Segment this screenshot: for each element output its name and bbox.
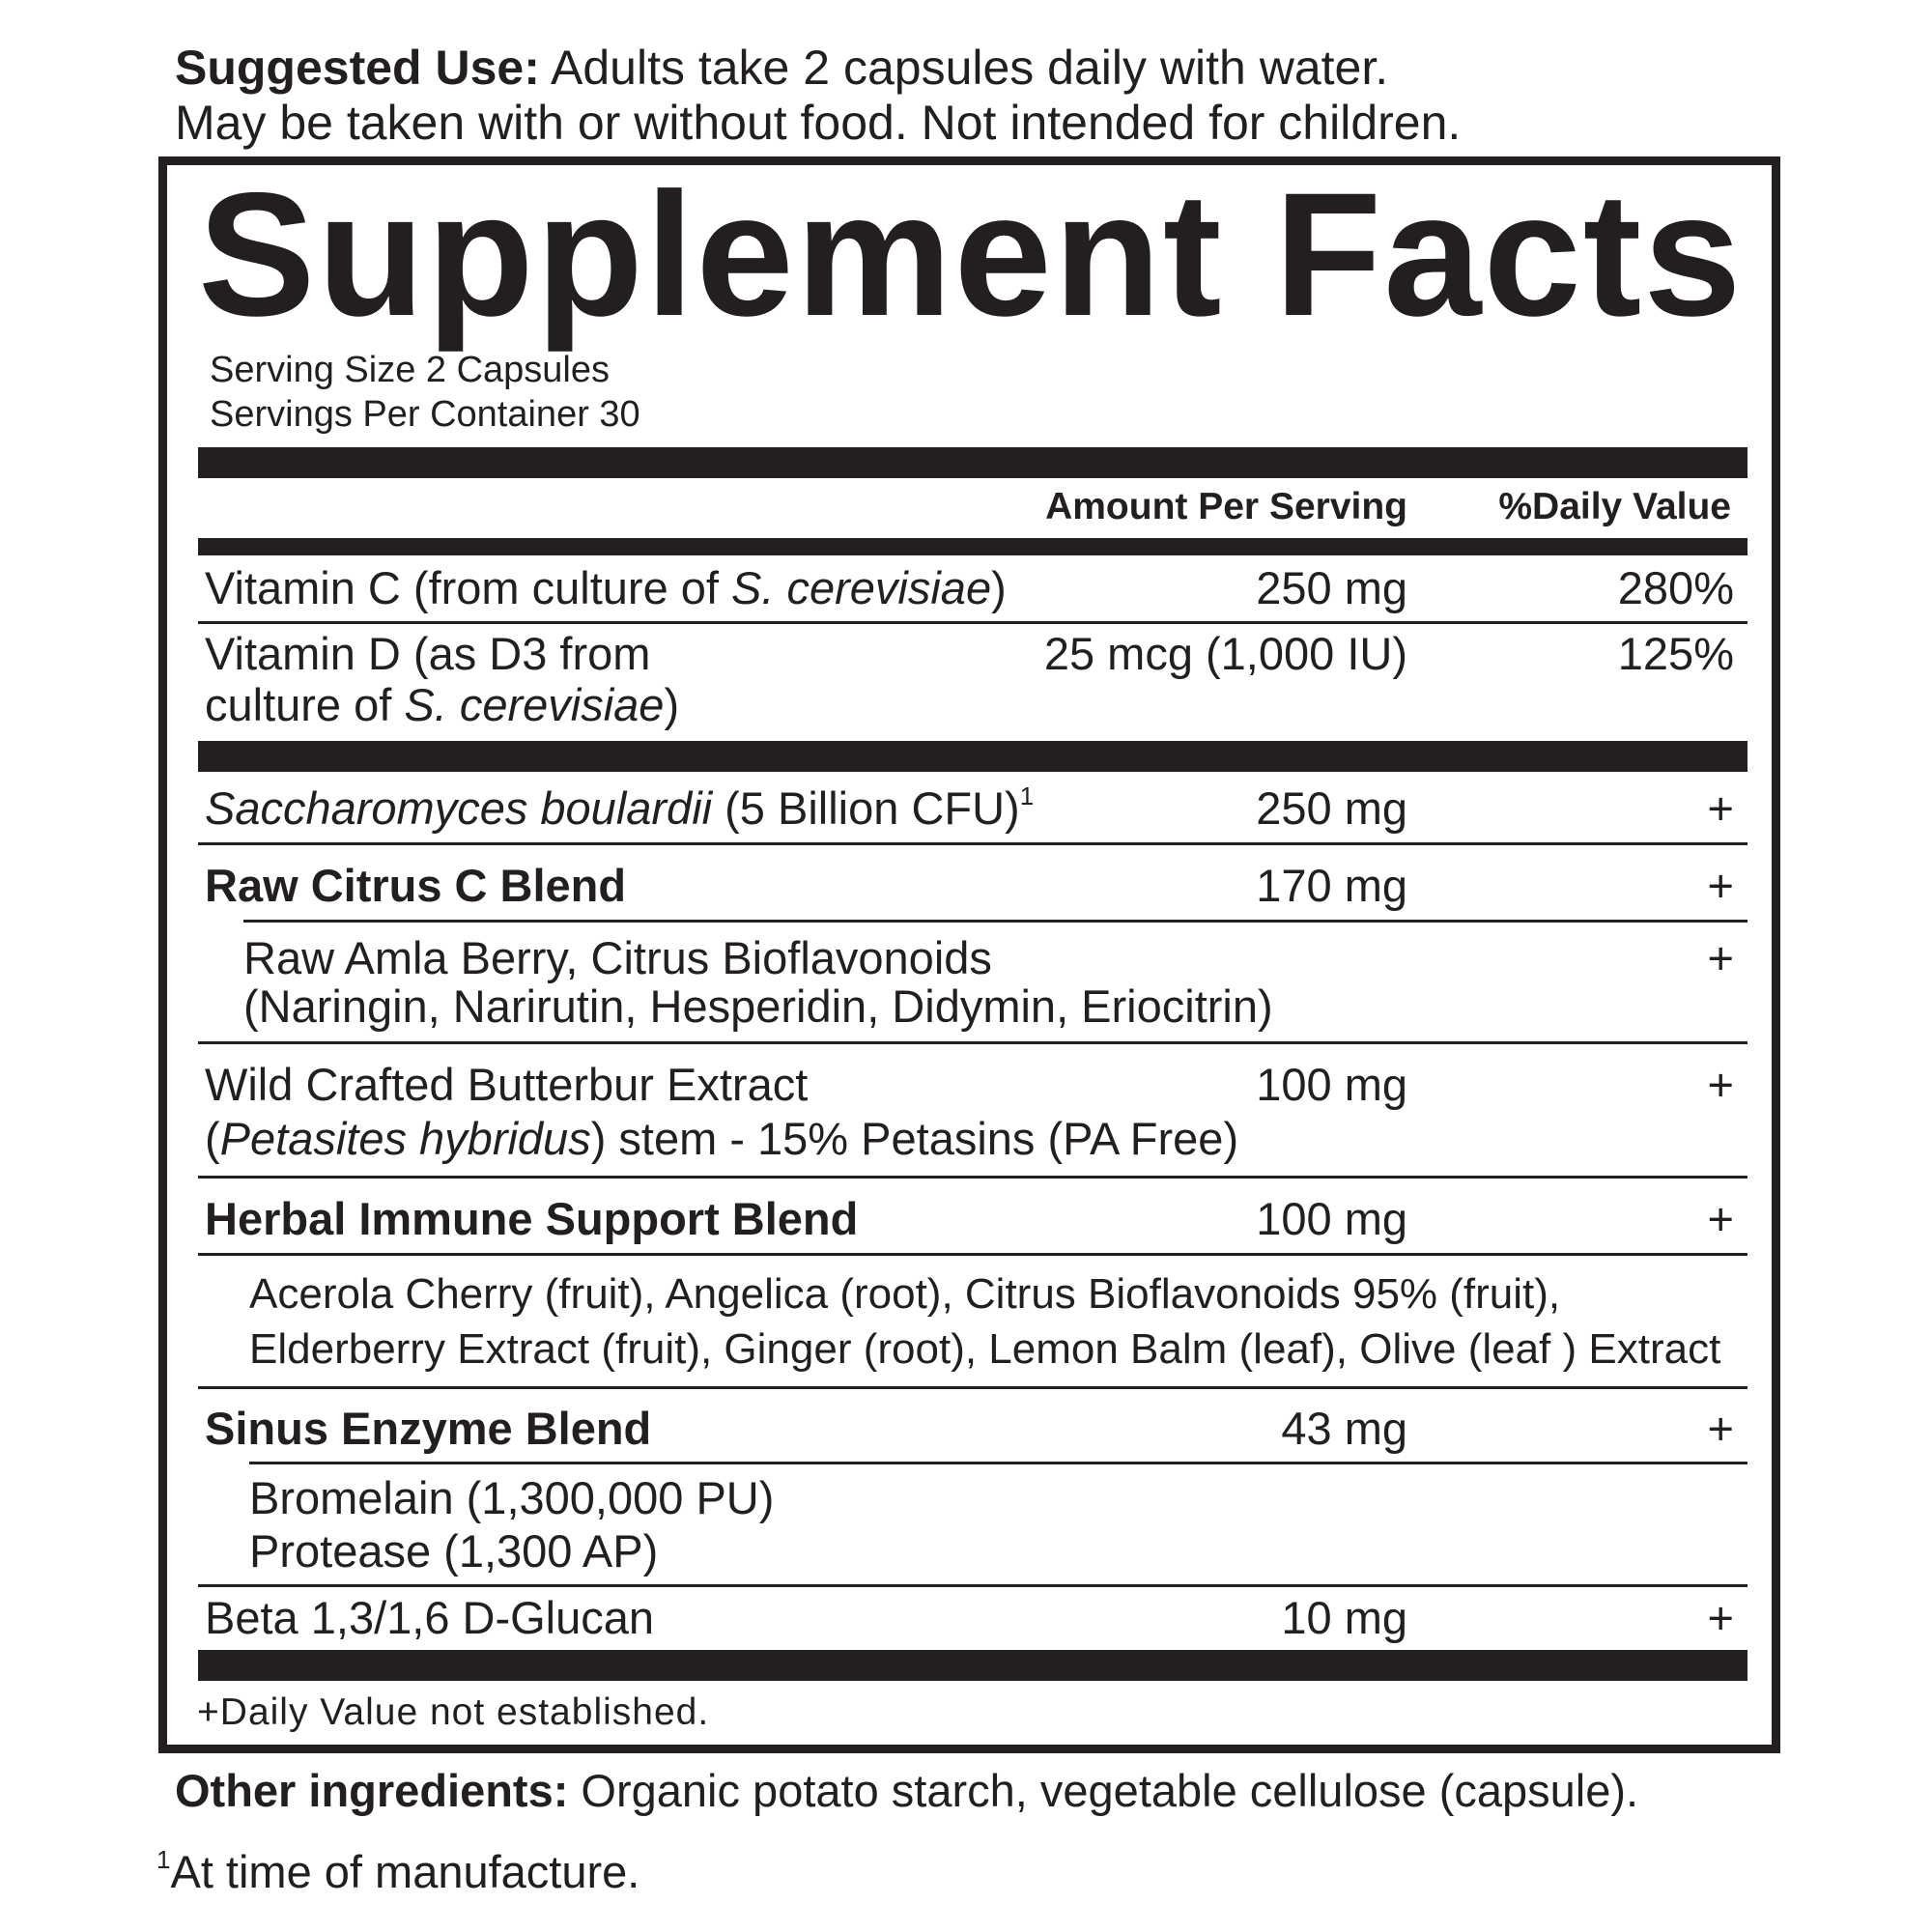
other-ingredients-text: Organic potato starch, vegetable cellulose (capsule). bbox=[568, 1765, 1639, 1816]
thick-divider bbox=[198, 741, 1747, 772]
nutrient-name-italic: S. cerevisiae bbox=[731, 562, 992, 613]
amount-sinus-enzyme: 43 mg bbox=[1281, 1403, 1407, 1454]
amount-beta-glucan: 10 mg bbox=[1281, 1592, 1407, 1643]
raw-citrus-ingredients-line1: Raw Amla Berry, Citrus Bioflavonoids bbox=[243, 932, 992, 983]
suggested-use bbox=[175, 41, 1461, 151]
dv-vitamin-d: 125% bbox=[1617, 628, 1734, 679]
herbal-ingredients-line2: Elderberry Extract (fruit), Ginger (root), Lemon Balm (leaf), Olive (leaf ) Extract bbox=[249, 1325, 1721, 1373]
medium-divider bbox=[198, 538, 1747, 555]
ingredient-saccharomyces bbox=[205, 781, 1035, 834]
amount-butterbur: 100 mg bbox=[1256, 1059, 1407, 1110]
amount-saccharomyces: 250 mg bbox=[1256, 782, 1407, 834]
amount-vitamin-d: 25 mcg (1,000 IU) bbox=[1043, 628, 1407, 679]
nutrient-name-end: ) bbox=[991, 562, 1007, 613]
ingredient-name: ( bbox=[205, 1113, 220, 1164]
row-divider bbox=[198, 842, 1747, 845]
row-divider bbox=[198, 1041, 1747, 1044]
suggested-use-line2: May be taken with or without food. Not intended for children. bbox=[175, 96, 1462, 150]
dv-herbal-immune-support: + bbox=[1707, 1193, 1734, 1244]
other-ingredients bbox=[175, 1765, 1639, 1816]
nutrient-vitamin-d-line1: Vitamin D (as D3 from bbox=[205, 628, 651, 679]
nutrient-name-end: ) bbox=[664, 679, 680, 730]
dv-raw-citrus-ingredients: + bbox=[1707, 932, 1734, 983]
blend-herbal-immune-support: Herbal Immune Support Blend bbox=[205, 1193, 859, 1244]
column-header-amount: Amount Per Serving bbox=[1045, 486, 1407, 527]
footnote-text: At time of manufacture. bbox=[170, 1846, 640, 1897]
footnote-marker: 1 bbox=[1019, 781, 1035, 810]
serving-size: Serving Size 2 Capsules bbox=[210, 350, 610, 390]
thick-divider bbox=[198, 447, 1747, 478]
nutrient-name-italic: S. cerevisiae bbox=[404, 679, 665, 730]
amount-vitamin-c: 250 mg bbox=[1256, 562, 1407, 613]
ingredient-name-italic: Saccharomyces boulardii bbox=[205, 782, 713, 834]
row-divider bbox=[249, 1462, 1747, 1464]
nutrient-vitamin-d-line2 bbox=[205, 679, 680, 730]
other-ingredients-label: Other ingredients: bbox=[175, 1765, 569, 1816]
blend-raw-citrus-c: Raw Citrus C Blend bbox=[205, 860, 627, 911]
ingredient-name-italic: Petasites hybridus bbox=[219, 1113, 591, 1164]
nutrient-vitamin-c bbox=[205, 562, 1007, 613]
row-divider bbox=[198, 1253, 1747, 1256]
ingredient-name-end: ) stem - 15% Petasins (PA Free) bbox=[590, 1113, 1239, 1164]
herbal-ingredients-line1: Acerola Cherry (fruit), Angelica (root), Citrus Bioflavonoids 95% (fruit), bbox=[249, 1270, 1561, 1318]
sinus-ingredients-line2: Protease (1,300 AP) bbox=[249, 1525, 659, 1577]
row-divider bbox=[198, 1176, 1747, 1179]
manufacture-footnote bbox=[156, 1845, 640, 1897]
suggested-use-line1: Adults take 2 capsules daily with water. bbox=[551, 41, 1389, 95]
row-divider bbox=[198, 1386, 1747, 1389]
servings-per-container: Servings Per Container 30 bbox=[210, 394, 640, 435]
sinus-ingredients-line1: Bromelain (1,300,000 PU) bbox=[249, 1472, 775, 1523]
daily-value-footnote: +Daily Value not established. bbox=[197, 1691, 710, 1733]
raw-citrus-ingredients-line2: (Naringin, Narirutin, Hesperidin, Didymin, Eriocitrin) bbox=[243, 980, 1273, 1032]
footnote-marker: 1 bbox=[156, 1845, 171, 1874]
dv-sinus-enzyme: + bbox=[1707, 1403, 1734, 1454]
amount-herbal-immune-support: 100 mg bbox=[1256, 1193, 1407, 1244]
ingredient-butterbur-line1: Wild Crafted Butterbur Extract bbox=[205, 1059, 809, 1110]
column-header-daily-value: %Daily Value bbox=[1498, 486, 1731, 527]
row-divider bbox=[198, 621, 1747, 624]
thick-divider bbox=[198, 1650, 1747, 1681]
row-divider bbox=[198, 1584, 1747, 1587]
panel-title: Supplement Facts bbox=[198, 156, 1744, 353]
dv-beta-glucan: + bbox=[1707, 1592, 1734, 1643]
amount-raw-citrus-c: 170 mg bbox=[1256, 860, 1407, 911]
dv-vitamin-c: 280% bbox=[1617, 562, 1734, 613]
ingredient-beta-glucan: Beta 1,3/1,6 D-Glucan bbox=[205, 1592, 655, 1643]
suggested-use-label: Suggested Use: bbox=[175, 41, 540, 95]
nutrient-name: Vitamin C (from culture of bbox=[205, 562, 732, 613]
blend-sinus-enzyme: Sinus Enzyme Blend bbox=[205, 1403, 652, 1454]
ingredient-name-end: (5 Billion CFU) bbox=[712, 782, 1020, 834]
nutrient-name: culture of bbox=[205, 679, 405, 730]
dv-butterbur: + bbox=[1707, 1059, 1734, 1110]
ingredient-butterbur-line2 bbox=[205, 1113, 1239, 1164]
dv-saccharomyces: + bbox=[1707, 782, 1734, 834]
row-divider bbox=[243, 920, 1747, 923]
dv-raw-citrus-c: + bbox=[1707, 860, 1734, 911]
